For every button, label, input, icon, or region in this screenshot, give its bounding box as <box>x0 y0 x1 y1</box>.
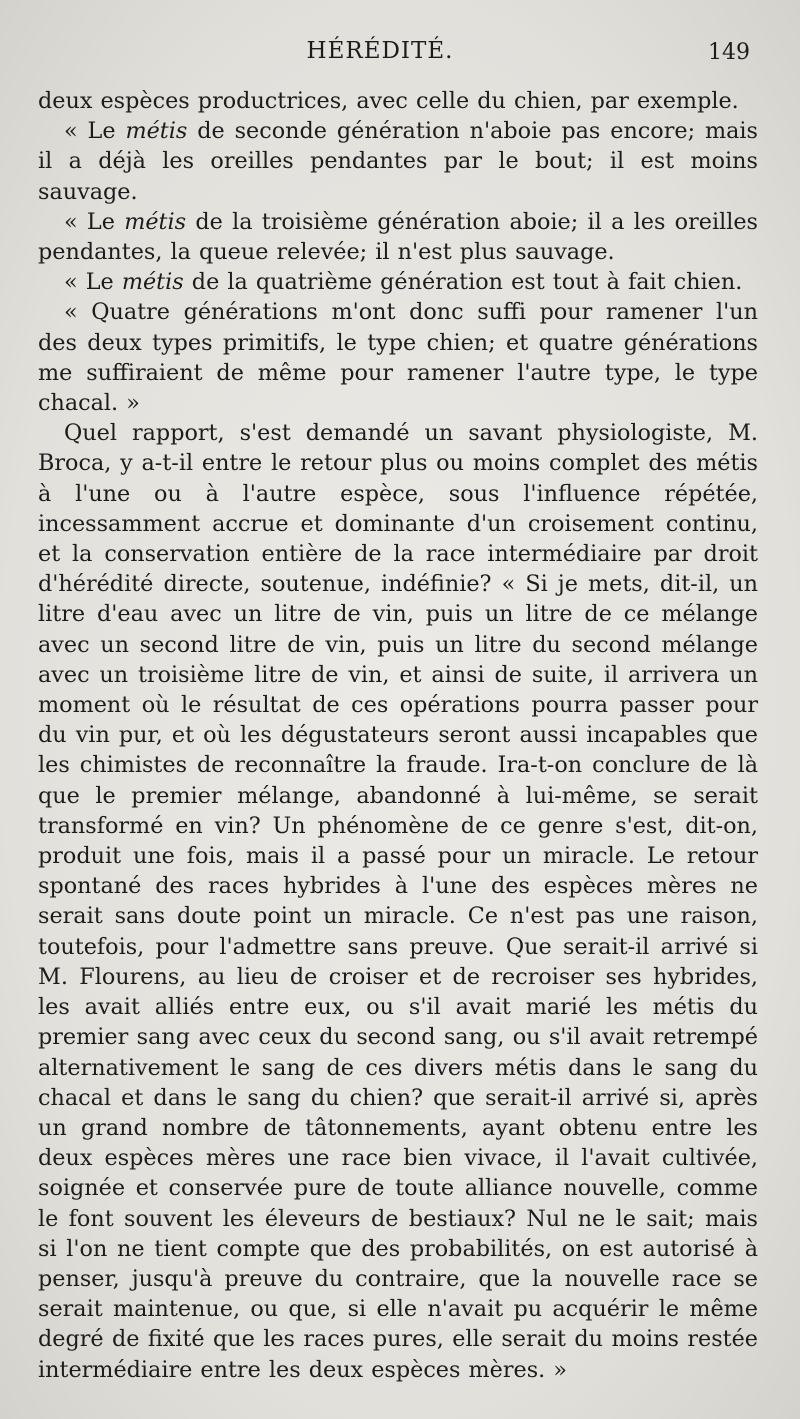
quote-text: de la quatrième génération est tout à fait chien. <box>183 269 743 296</box>
paragraph-quote-third-generation <box>38 207 758 267</box>
body-text <box>38 86 758 1385</box>
quote-open: « Le <box>64 269 122 296</box>
quote-open: « Le <box>64 208 125 235</box>
page-number: 149 <box>708 40 750 65</box>
quote-open: « Le <box>64 118 126 145</box>
paragraph-quote-conclusion: « Quatre générations m'ont donc suffi pour ramener l'un des deux types primitifs, le type chien; et quatre générations me suffiraient de même pour ramener l'autre type, le type chacal. » <box>38 299 758 417</box>
running-head <box>38 30 758 86</box>
paragraph-continuation: deux espèces productrices, avec celle du chien, par exemple. <box>38 88 739 114</box>
running-title: HÉRÉDITÉ. <box>306 38 454 64</box>
emphasis-metis: métis <box>125 118 188 145</box>
emphasis-metis: métis <box>124 208 187 235</box>
quote-text: de seconde génération n'aboie pas encore; mais il a déjà les oreilles pendantes par le bout; il est moins sauvage. <box>38 118 758 205</box>
paragraph-quote-fourth-generation <box>38 267 758 297</box>
paragraph-quote-second-generation <box>38 116 758 207</box>
emphasis-metis: métis <box>121 269 184 296</box>
quote-text: de la troisième génération aboie; il a les oreilles pendantes, la queue relevée; il n'est plus sauvage. <box>38 208 758 266</box>
paragraph-broca: Quel rapport, s'est demandé un savant physiologiste, M. Broca, y a-t-il entre le retour plus ou moins complet des métis à l'une ou à l'autre espèce, sous l'influence répétée, incessamment accrue et dominante d'un croisement continu, et la conservation entière de la race intermédiaire par droit d'hérédité directe, soutenue, indéfinie? « Si je mets, dit-il, un litre d'eau avec un litre de vin, puis un litre de ce mélange avec un second litre de vin, puis un litre du second mélange avec un troisième litre de vin, et ainsi de suite, il arrivera un moment où le résultat de ces opérations pourra passer pour du vin pur, et où les dégustateurs seront aussi incapables que les chimistes de reconnaître la fraude. Ira-t-on conclure de là que le premier mélange, abandonné à lui-même, se serait transformé en vin? Un phénomène de ce genre s'est, dit-on, produit une fois, mais il a passé pour un miracle. Le retour spontané des races hybrides à l'une des espèces mères ne serait sans doute point un miracle. Ce n'est pas une raison, toutefois, pour l'admettre sans preuve. Que serait-il arrivé si M. Flourens, au lieu de croiser et de recroiser ses hybrides, les avait alliés entre eux, ou s'il avait marié les métis du premier sang avec ceux du second sang, ou s'il avait retrempé alternativement le sang de ces divers métis dans le sang du chacal et dans le sang du chien? que serait-il arrivé si, après un grand nombre de tâtonnements, ayant obtenu entre les deux espèces mères une race bien vivace, il l'avait cultivée, soignée et conservée pure de toute alliance nouvelle, comme le font souvent les éleveurs de bestiaux? Nul ne le sait; mais si l'on ne tient compte que des probabilités, on est autorisé à penser, jusqu'à preuve du contraire, que la nouvelle race se serait maintenue, ou que, si elle n'avait pu acquérir le même degré de fixité que les races pures, elle serait du moins restée intermédiaire entre les deux espèces mères. » <box>38 420 758 1383</box>
